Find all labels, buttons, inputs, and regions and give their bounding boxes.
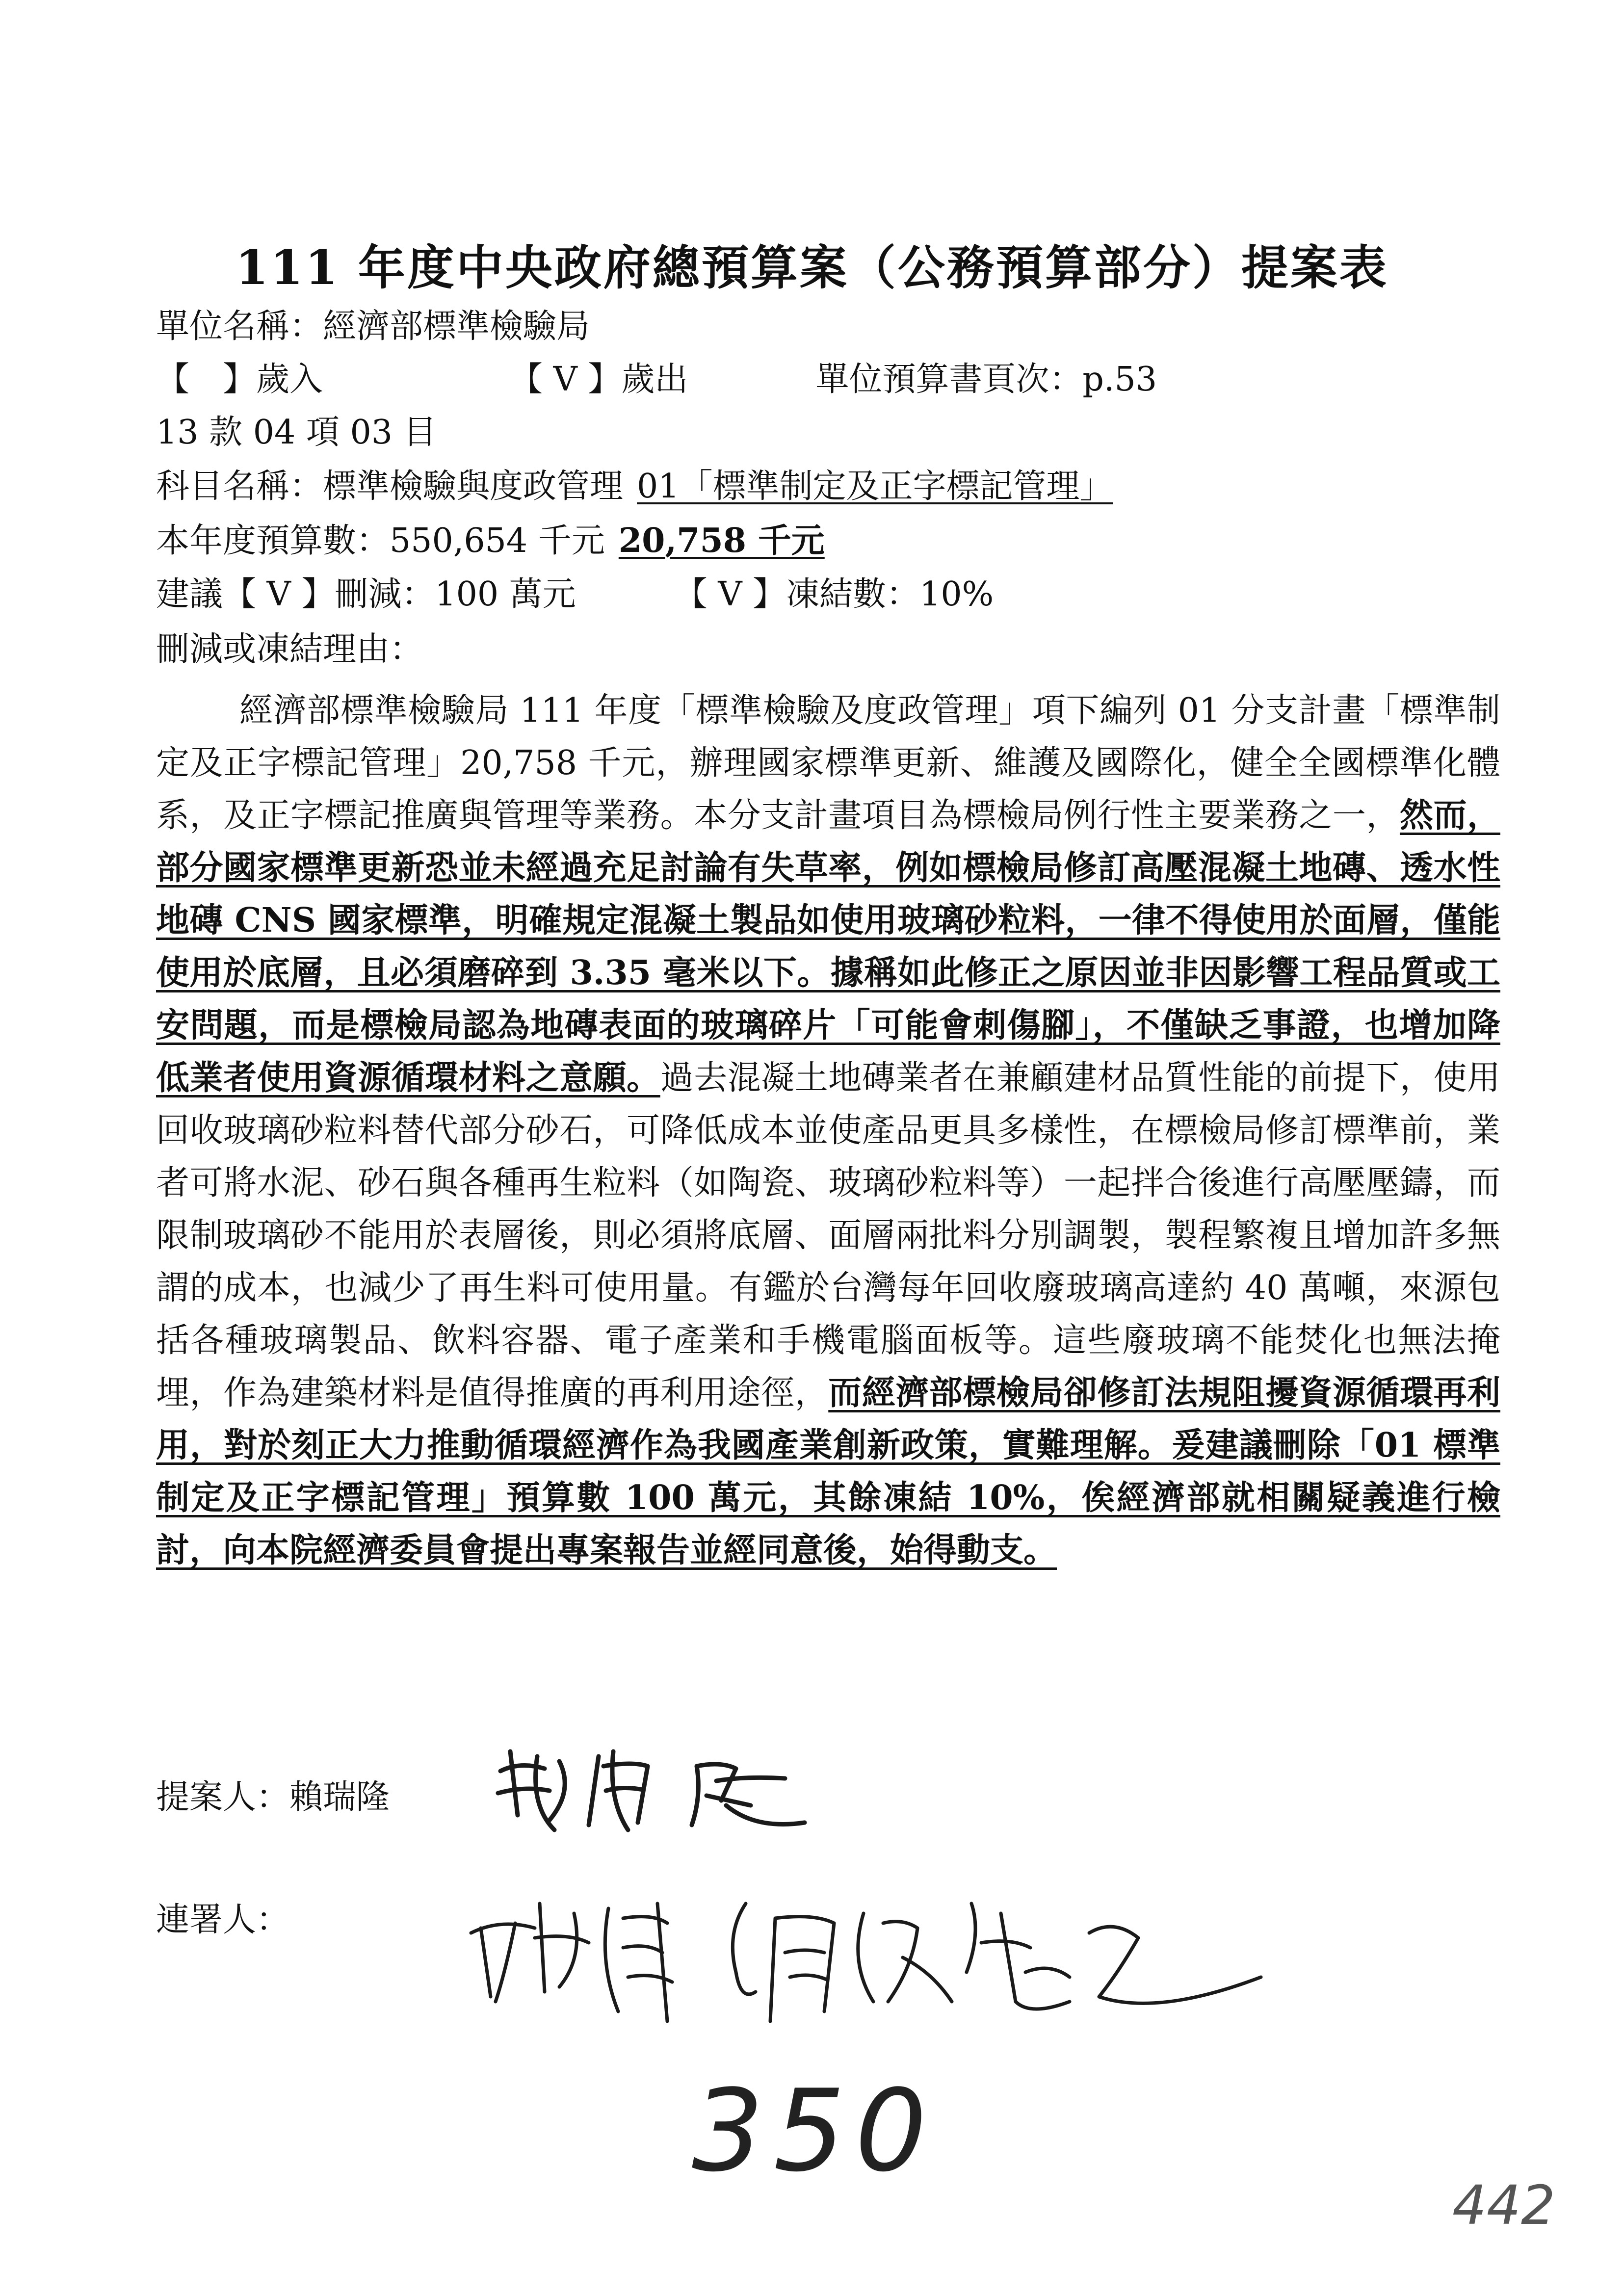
subject-label: 科目名稱：標準檢驗與度政管理 [156, 467, 624, 506]
freeze-suggestion: 【 V 】凍結數：10% [674, 575, 994, 614]
budget-program-amount: 20,758 千元 [618, 521, 825, 560]
proposer-label: 提案人：賴瑞隆 [156, 1778, 390, 1817]
reason-label: 刪減或凍結理由： [156, 630, 423, 669]
page-number: 442 [1452, 2174, 1555, 2237]
reason-part-1: 經濟部標準檢驗局 111 年度「標準檢驗及度政管理」項下編列 01 分支計畫「標準制定及正字標記管理」20,758 千元，辦理國家標準更新、維護及國際化，健全全國標準化體系，及正字標記推廣與管理等業務。本分支計畫項目為標檢局例行性主要業務之一， [156, 691, 1500, 835]
reason-part-3: 過去混凝土地磚業者在兼顧建材品質性能的前提下，使用回收玻璃砂粒料替代部分砂石，可降低成本並使產品更具多樣性，在標檢局修訂標準前，業者可將水泥、砂石與各種再生粒料（如陶瓷、玻璃砂粒料等）一起拌合後進行高壓壓鑄，而限制玻璃砂不能用於表層後，則必須將底層、面層兩批料分別調製，製程繁複且增加許多無謂的成本，也減少了再生料可使用量。有鑑於台灣每年回收廢玻璃高達約 40 萬噸，來源包括各種玻璃製品、飲料容器、電子產業和手機電腦面板等。這些廢玻璃不能焚化也無法掩埋，作為建築材料是值得推廣的再利用途徑， [156, 1059, 1500, 1412]
reason-part-2: 然而，部分國家標準更新恐並未經過充足討論有失草率，例如標檢局修訂高壓混凝土地磚、透水性地磚 CNS 國家標準，明確規定混凝土製品如使用玻璃砂粒料，一律不得使用於面層，僅能使用於底層，且必須磨碎到 3.35 毫米以下。據稱如此修正之原因並非因影響工程品質或工安問題，而是標檢局認為地磚表面的玻璃碎片「可能會刺傷腳」，不僅缺乏事證，也增加降低業者使用資源循環材料之意願。 [156, 796, 1500, 1097]
proposer-signature-strokes [491, 1732, 814, 1850]
form-title: 111 年度中央政府總預算案（公務預算部分）提案表 [236, 240, 1388, 295]
unit-name: 單位名稱：經濟部標準檢驗局 [156, 307, 590, 346]
reason-paragraph [156, 684, 1500, 1577]
budget-type-row [156, 360, 1157, 399]
subject-row [156, 467, 1113, 506]
revenue-checkbox: 【 】歲入 [156, 360, 323, 399]
cosigner-signatures [461, 1874, 1266, 2041]
cosigner-label: 連署人： [156, 1901, 290, 1939]
proposer-signature [491, 1732, 814, 1850]
budget-label: 本年度預算數：550,654 千元 [156, 522, 605, 560]
cut-suggestion: 建議【 V 】刪減：100 萬元 [156, 575, 576, 614]
suggestion-row [156, 575, 994, 614]
handwritten-number: 350 [692, 2066, 937, 2197]
budget-row [156, 521, 825, 560]
page-reference: 單位預算書頁次：p.53 [815, 360, 1157, 399]
account-code: 13 款 04 項 03 目 [156, 413, 437, 452]
subject-program: 01「標準制定及正字標記管理」 [637, 467, 1113, 506]
expenditure-checkbox: 【 V 】歲出 [509, 360, 688, 399]
cosigner-signature-strokes [461, 1874, 1266, 2041]
reason-part-4: 而經濟部標檢局卻修訂法規阻擾資源循環再利用，對於刻正大力推動循環經濟作為我國產業創新政策，實難理解。爰建議刪除「01 標準制定及正字標記管理」預算數 100 萬元，其餘凍結 10%，俟經濟部就相關疑義進行檢討，向本院經濟委員會提出專案報告並經同意後，始得動支。 [156, 1373, 1500, 1570]
